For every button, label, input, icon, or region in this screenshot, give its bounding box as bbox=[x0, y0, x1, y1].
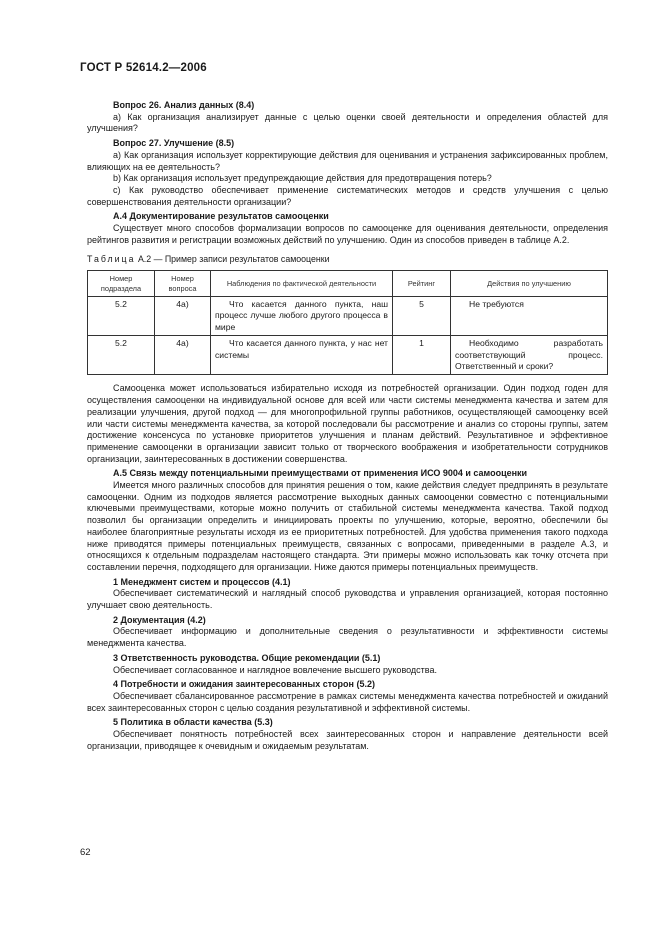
cell-question: 4а) bbox=[155, 336, 211, 375]
section-heading: 3 Ответственность руководства. Общие рекомендации (5.1) bbox=[113, 652, 381, 663]
paragraph: а) Как организация использует корректирующие действия для оценивания и устранения зафиксированных проблем, влияющих на ее деятельность? bbox=[87, 149, 608, 172]
cell-rating: 1 bbox=[393, 336, 451, 375]
cell-action: Необходимо разработать соответствующий процесс. Ответственный и сроки? bbox=[451, 336, 608, 375]
cell-subsection: 5.2 bbox=[88, 296, 155, 335]
section-heading: А.4 Документирование результатов самооценки bbox=[113, 211, 329, 222]
section-heading: Вопрос 26. Анализ данных (8.4) bbox=[113, 100, 255, 110]
cell-observation: Что касается данного пункта, наш процесс лучше любого другого процесса в мире bbox=[211, 296, 393, 335]
col-header-rating: Рейтинг bbox=[393, 271, 451, 297]
cell-rating: 5 bbox=[393, 296, 451, 335]
cell-question: 4а) bbox=[155, 296, 211, 335]
table-row bbox=[88, 296, 608, 335]
self-assessment-table bbox=[87, 270, 608, 375]
table-caption bbox=[87, 254, 608, 266]
col-header-subsection: Номер подраздела bbox=[88, 271, 155, 297]
cell-observation: Что касается данного пункта, у нас нет системы bbox=[211, 336, 393, 375]
section-heading: Вопрос 27. Улучшение (8.5) bbox=[113, 138, 235, 149]
table-row bbox=[88, 336, 608, 375]
paragraph: Самооценка может использоваться избирательно исходя из потребностей организации. Один подход годен для осуществления самооценки на индивидуальной основе для всей или части системы менеджмента качества и затем для реализации улучшения, другой подход — для многопрофильной группы работников, осуществляющей самооценку всей или части системы менеджмента качества, за которой последовали бы рассмотрение и анализ со стороны группы, затем достижение консенсуса по установке приоритетов улучшения и планам действий. Результативное и эффективное применение самооценки в организации зависит только от творческого воображения и изобретательности сотрудников организации, заинтересованных в достижении совершенства. bbox=[87, 383, 608, 464]
cell-action: Не требуются bbox=[451, 296, 608, 335]
col-header-observations: Наблюдения по фактической деятельности bbox=[211, 271, 393, 297]
table-caption-title: А.2 — Пример записи результатов самооценки bbox=[135, 254, 330, 265]
section-heading: 1 Менеджмент систем и процессов (4.1) bbox=[113, 576, 291, 587]
paragraph: b) Как организация использует предупреждающие действия для предотвращения потерь? bbox=[113, 173, 492, 184]
section-heading: А.5 Связь между потенциальными преимуществами от применения ИСО 9004 и самооценки bbox=[113, 468, 528, 479]
paragraph: Обеспечивает систематический и наглядный способ руководства и управления организацией, которая постоянно улучшает свою деятельность. bbox=[87, 588, 608, 611]
section-heading: 2 Документация (4.2) bbox=[113, 614, 206, 625]
page-content bbox=[87, 97, 608, 752]
table-caption-prefix: Таблица bbox=[87, 254, 136, 265]
paragraph: Обеспечивает понятность потребностей всех заинтересованных сторон и направление деятельности всей организации, приводящее к очевидным и ожидаемым результатам. bbox=[87, 729, 608, 751]
paragraph: Существует много способов формализации вопросов по самооценке для оценивания деятельности, определения рейтингов развития и регистрации возможных действий по улучшению. Один из способов приведен в таблице А.2. bbox=[87, 223, 608, 245]
col-header-question: Номер вопроса bbox=[155, 271, 211, 297]
text-block-questions bbox=[87, 100, 608, 246]
paragraph: Обеспечивает сбалансированное рассмотрение в рамках системы менеджмента качества потребностей и ожиданий всех заинтересованных сторон с целью создания результативной и эффективной системы. bbox=[87, 690, 608, 713]
text-block-benefits bbox=[87, 383, 608, 752]
paragraph: Обеспечивает информацию и дополнительные сведения о результативности и эффективности системы менеджмента качества. bbox=[87, 626, 608, 649]
cell-subsection: 5.2 bbox=[88, 336, 155, 375]
table-header-row bbox=[88, 271, 608, 297]
document-header: ГОСТ Р 52614.2—2006 bbox=[80, 62, 207, 74]
paragraph: с) Как руководство обеспечивает применение систематических методов и средств улучшения с целью совершенствования деятельности организации? bbox=[87, 184, 608, 207]
page-number: 62 bbox=[80, 847, 91, 858]
section-heading: 4 Потребности и ожидания заинтересованных сторон (5.2) bbox=[113, 679, 375, 690]
paragraph: Имеется много различных способов для принятия решения о том, какие действия следует предпринять в результате самооценки. Одним из подходов является рассмотрение выходных данных самооценки совместно с потенциальными ключевыми преимуществами, которые можно получить от стабильной системы менеджмента качества. Такой подход позволил бы организации определить и инициировать проекты по улучшению, которые, вероятно, обеспечили бы наиболее благоприятные результаты исходя из ее приоритетных потребностей. Для удобства применения такого подхода ниже приводятся примеры потенциальных преимуществ, связанных с вопросами, приведенными в разделе А.3, и относящихся к отдельным подразделам настоящего стандарта. Эти примеры можно использовать как точку отсчета при составлении перечня, подходящего для организации. Ниже даются примеры потенциальных преимуществ. bbox=[87, 480, 608, 572]
paragraph: а) Как организация анализирует данные с целью оценки своей деятельности и определения областей для улучшения? bbox=[87, 111, 608, 134]
section-heading: 5 Политика в области качества (5.3) bbox=[113, 717, 273, 728]
paragraph: Обеспечивает согласованное и наглядное вовлечение высшего руководства. bbox=[113, 664, 437, 675]
col-header-actions: Действия по улучшению bbox=[451, 271, 608, 297]
